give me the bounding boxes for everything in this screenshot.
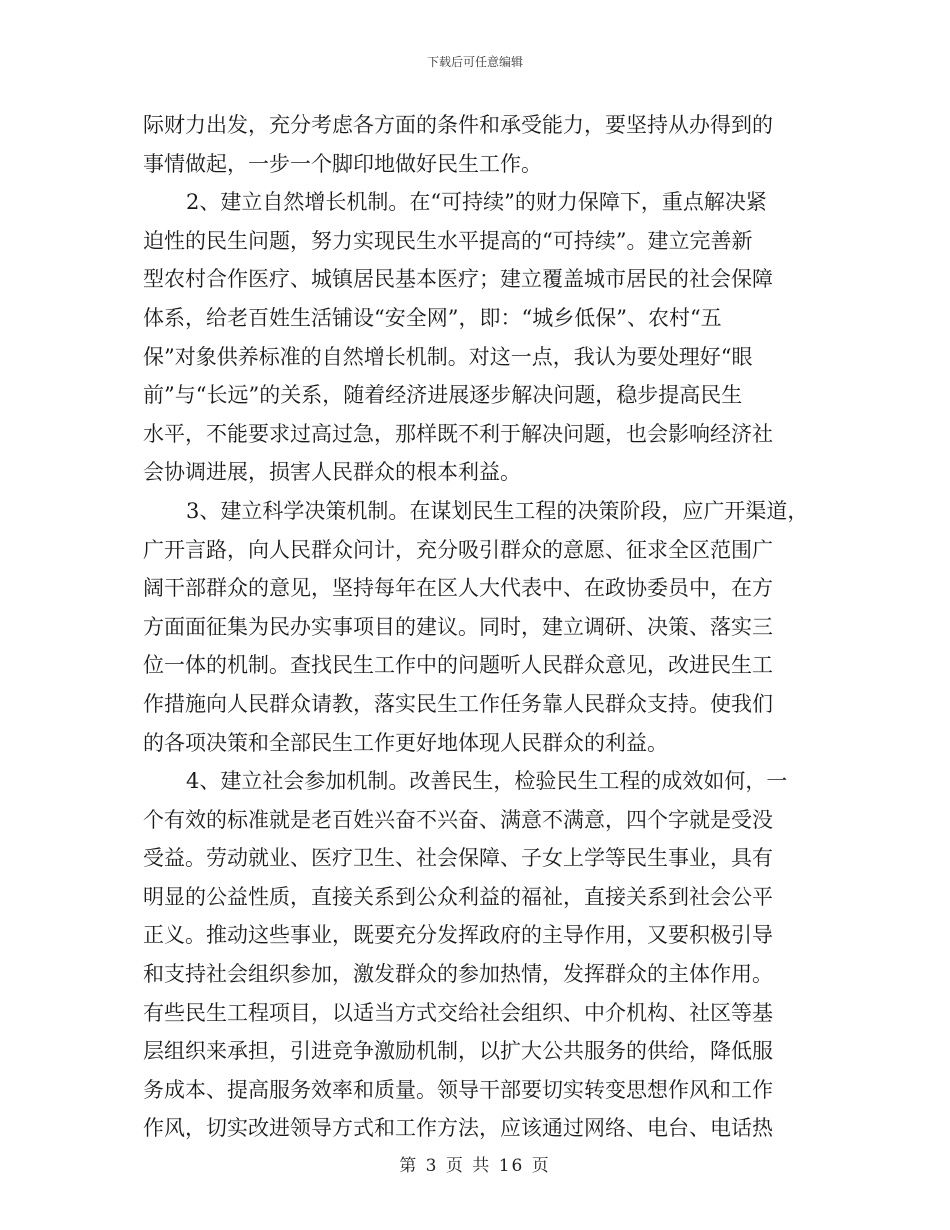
paragraph-start-line: 4、建立社会参加机制。改善民生，检验民生工程的成效如何，一 <box>186 769 788 794</box>
text-line: 迫性的民生问题，努力实现民生水平提高的“可持续”。建立完善新 <box>143 228 753 253</box>
text-line: 保”对象供养标准的自然增长机制。对这一点，我认为要处理好“眼 <box>143 344 753 369</box>
text-line: 作风，切实改进领导方式和工作方法，应该通过网络、电台、电话热 <box>143 1116 773 1141</box>
text-line: 位一体的机制。查找民生工作中的问题听人民群众意见，改进民生工 <box>143 653 773 678</box>
page-header: 下载后可任意编辑 <box>426 55 523 69</box>
text-line: 层组织来承担，引进竞争激励机制，以扩大公共服务的供给，降低服 <box>143 1039 773 1064</box>
text-line: 受益。劳动就业、医疗卫生、社会保障、子女上学等民生事业，具有 <box>143 846 773 871</box>
text-line: 际财力出发，充分考虑各方面的条件和承受能力，要坚持从办得到的 <box>143 113 773 137</box>
text-line: 事情做起，一步一个脚印地做好民生工作。 <box>143 151 542 176</box>
text-line: 个有效的标准就是老百姓兴奋不兴奋、满意不满意，四个字就是受没 <box>143 807 773 832</box>
text-line: 广开言路，向人民群众问计，充分吸引群众的意愿、征求全区范围广 <box>143 537 773 562</box>
text-line: 务成本、提高服务效率和质量。领导干部要切实转变思想作风和工作 <box>143 1077 773 1102</box>
text-line: 明显的公益性质，直接关系到公众利益的福祉，直接关系到社会公平 <box>143 884 773 909</box>
text-line: 会协调进展，损害人民群众的根本利益。 <box>143 460 521 485</box>
text-line: 和支持社会组织参加，激发群众的参加热情，发挥群众的主体作用。 <box>143 962 773 987</box>
text-line: 有些民生工程项目，以适当方式交给社会组织、中介机构、社区等基 <box>143 1000 773 1025</box>
text-line: 方面面征集为民办实事项目的建议。同时，建立调研、决策、落实三 <box>143 614 773 639</box>
paragraph-start-line: 3、建立科学决策机制。在谋划民生工程的决策阶段，应广开渠道， <box>186 498 809 523</box>
text-line: 正义。推动这些事业，既要充分发挥政府的主导作用，又要积极引导 <box>143 923 773 948</box>
document-body <box>143 106 811 1148</box>
text-line: 阔干部群众的意见，坚持每年在区人大代表中、在政协委员中，在方 <box>143 576 773 601</box>
text-line: 体系，给老百姓生活铺设“安全网”，即：“城乡低保”、农村“五 <box>143 305 722 330</box>
paragraph-start-line: 2、建立自然增长机制。在“可持续”的财力保障下，重点解决紧 <box>186 190 767 215</box>
page-footer: 第 3 页 共 16 页 <box>399 1156 551 1176</box>
text-line: 水平，不能要求过高过急，那样既不利于解决问题，也会影响经济社 <box>143 421 773 446</box>
text-line: 型农村合作医疗、城镇居民基本医疗；建立覆盖城市居民的社会保障 <box>143 267 773 292</box>
text-line: 前”与“长远”的关系，随着经济进展逐步解决问题，稳步提高民生 <box>143 383 743 408</box>
text-line: 作措施向人民群众请教，落实民生工作任务靠人民群众支持。使我们 <box>143 691 773 716</box>
text-line: 的各项决策和全部民生工作更好地体现人民群众的利益。 <box>143 730 668 755</box>
